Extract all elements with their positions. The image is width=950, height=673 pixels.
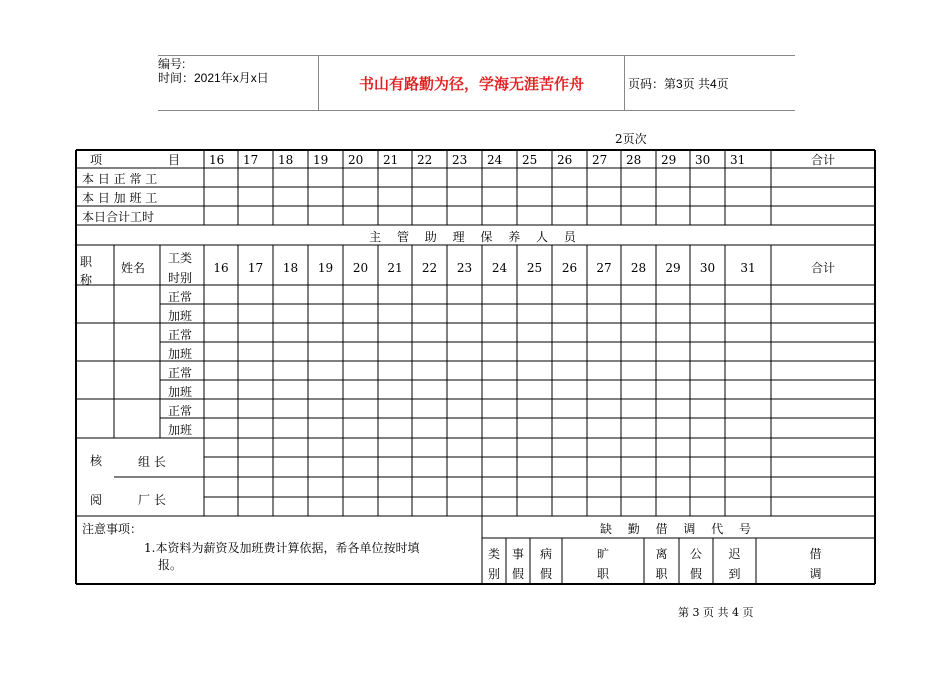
notes-text: 1.本资料为薪资及加班费计算依据，希各单位按时填 bbox=[144, 541, 420, 555]
day-header-2: 26 bbox=[561, 261, 578, 275]
type-normal: 正常 bbox=[168, 404, 193, 418]
day-header: 29 bbox=[661, 153, 677, 167]
absence-col-top: 病 bbox=[539, 547, 552, 561]
absence-col-bottom: 职 bbox=[655, 567, 668, 581]
notes-title: 注意事项： bbox=[82, 522, 143, 536]
day-header-2: 16 bbox=[213, 261, 229, 275]
day-header-2: 23 bbox=[456, 261, 473, 275]
absence-title: 缺 勤 借 调 代 号 bbox=[599, 522, 758, 536]
day-header-2: 28 bbox=[630, 261, 647, 275]
day-header-2: 22 bbox=[421, 261, 438, 275]
day-header-2: 21 bbox=[387, 261, 403, 275]
type-normal: 正常 bbox=[168, 290, 193, 304]
col-title-header: 职称 bbox=[80, 255, 93, 287]
day-header: 26 bbox=[557, 153, 573, 167]
time-label: 时间：2021年x月x日 bbox=[158, 71, 269, 85]
day-header-2: 18 bbox=[282, 261, 299, 275]
day-header-2: 30 bbox=[699, 261, 716, 275]
day-header: 31 bbox=[730, 153, 746, 167]
day-header: 27 bbox=[592, 153, 608, 167]
day-header: 18 bbox=[278, 153, 294, 167]
review-label: 核 bbox=[90, 454, 103, 468]
absence-col-top: 离 bbox=[655, 547, 668, 561]
absence-col-top: 类 bbox=[487, 547, 500, 561]
day-header: 20 bbox=[348, 153, 364, 167]
code-label: 编号: bbox=[158, 57, 186, 71]
day-header-2: 29 bbox=[665, 261, 681, 275]
day-header: 19 bbox=[313, 153, 329, 167]
item-label-2: 目 bbox=[168, 153, 181, 167]
review-label: 阅 bbox=[90, 493, 103, 507]
type-overtime: 加班 bbox=[168, 385, 193, 399]
type-overtime: 加班 bbox=[168, 347, 193, 361]
day-header: 28 bbox=[626, 153, 642, 167]
top-row-label: 本 日 加 班 工 bbox=[82, 191, 158, 205]
day-header-2: 31 bbox=[740, 261, 756, 275]
type-normal: 正常 bbox=[168, 366, 193, 380]
absence-col-bottom: 假 bbox=[539, 567, 552, 581]
day-header-2: 20 bbox=[352, 261, 369, 275]
day-header-2: 24 bbox=[491, 261, 508, 275]
total-header-2: 合计 bbox=[810, 261, 835, 275]
col-type-header: 工类 bbox=[168, 251, 193, 265]
col-type-header: 时别 bbox=[168, 271, 193, 285]
absence-col-bottom: 假 bbox=[511, 567, 524, 581]
day-header: 17 bbox=[243, 153, 259, 167]
leader-label: 组 长 bbox=[138, 455, 166, 469]
top-row-label: 本日合计工时 bbox=[82, 210, 155, 224]
absence-col-top: 公 bbox=[689, 547, 702, 561]
page-count-label: 2页次 bbox=[615, 132, 647, 146]
item-label: 项 bbox=[90, 153, 103, 167]
absence-col-bottom: 别 bbox=[487, 567, 500, 581]
page-label: 页码：第3页 共4页 bbox=[628, 76, 729, 91]
day-header: 22 bbox=[417, 153, 433, 167]
footer-page: 第 3 页 共 4 页 bbox=[678, 606, 754, 619]
day-header: 25 bbox=[522, 153, 538, 167]
absence-col-top: 旷 bbox=[596, 547, 609, 561]
day-header: 24 bbox=[487, 153, 503, 167]
top-row-label: 本 日 正 常 工 bbox=[82, 172, 158, 186]
type-normal: 正常 bbox=[168, 328, 193, 342]
type-overtime: 加班 bbox=[168, 309, 193, 323]
day-header-2: 17 bbox=[247, 261, 264, 275]
total-header: 合计 bbox=[810, 153, 835, 167]
day-header-2: 27 bbox=[596, 261, 612, 275]
day-header: 23 bbox=[452, 153, 468, 167]
day-header: 30 bbox=[695, 153, 711, 167]
absence-col-top: 借 bbox=[809, 547, 822, 561]
director-label: 厂 长 bbox=[138, 493, 166, 507]
motto: 书山有路勤为径，学海无涯苦作舟 bbox=[318, 56, 625, 110]
day-header: 21 bbox=[383, 153, 399, 167]
absence-col-bottom: 假 bbox=[689, 567, 702, 581]
day-header: 16 bbox=[209, 153, 225, 167]
notes-text: 报。 bbox=[158, 558, 183, 572]
day-header-2: 19 bbox=[317, 261, 334, 275]
absence-col-top: 迟 bbox=[728, 547, 741, 561]
type-overtime: 加班 bbox=[168, 423, 193, 437]
absence-col-bottom: 到 bbox=[728, 567, 741, 581]
col-name-header: 姓名 bbox=[121, 261, 146, 275]
absence-col-top: 事 bbox=[511, 547, 524, 561]
absence-col-bottom: 职 bbox=[596, 567, 609, 581]
day-header-2: 25 bbox=[526, 261, 543, 275]
section-title: 主 管 助 理 保 养 人 员 bbox=[369, 230, 582, 244]
absence-col-bottom: 调 bbox=[809, 567, 822, 581]
